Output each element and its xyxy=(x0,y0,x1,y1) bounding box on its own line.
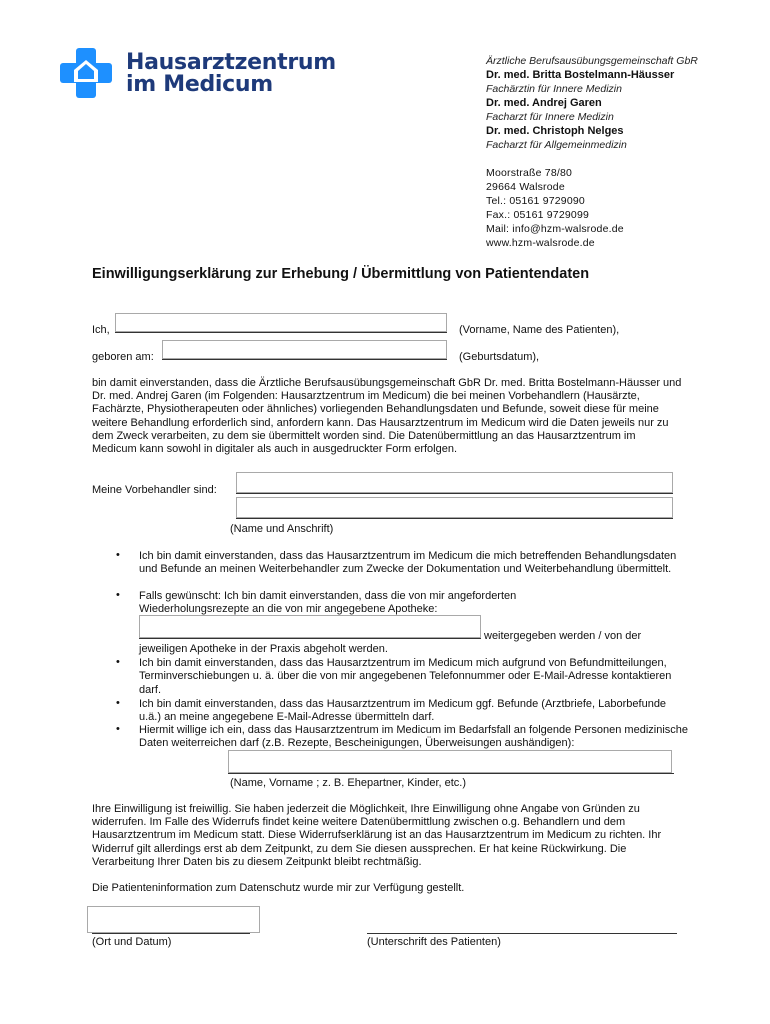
bullet-dot: • xyxy=(116,697,120,709)
authorized-persons-hint: (Name, Vorname ; z. B. Ehepartner, Kinder, etc.) xyxy=(230,777,467,789)
doctor-name: Dr. med. Andrej Garen xyxy=(486,97,602,109)
doctor-name: Dr. med. Christoph Nelges xyxy=(486,125,624,137)
bullet-dot: • xyxy=(116,589,120,601)
prior-doctors-hint: (Name und Anschrift) xyxy=(230,523,334,535)
birthdate-underline xyxy=(162,359,447,360)
prior-doctors-label: Meine Vorbehandler sind: xyxy=(92,484,217,496)
authorized-persons-underline xyxy=(228,773,674,774)
signature-line xyxy=(367,933,677,934)
prior-doctors-underline-2 xyxy=(236,518,673,519)
bullet-dot: • xyxy=(116,723,120,735)
address-web: www.hzm-walsrode.de xyxy=(486,237,595,249)
place-date-label: (Ort und Datum) xyxy=(92,936,172,948)
bullet-text: Ich bin damit einverstanden, dass das Hausarztzentrum im Medicum mich aufgrund von Befundmitteilungen, Terminverschiebungen u. ä. über die von mir angegebenen Telefonnummer oder E-Mail-Adresse kontaktieren darf. xyxy=(139,657,672,696)
bullet-dot: • xyxy=(116,549,120,561)
bullet-text: weitergegeben werden / von der xyxy=(484,630,642,642)
bullet-text: Ich bin damit einverstanden, dass das Hausarztzentrum im Medicum die mich betreffenden Behandlungsdaten und Befunde an meinen Weiterbehandler zum Zwecke der Dokumentation und Weiterbehandlung übermittelt. xyxy=(139,550,677,576)
bullet-dot: • xyxy=(116,656,120,668)
doctor-title: Facharzt für Allgemeinmedizin xyxy=(486,139,627,151)
address-street: Moorstraße 78/80 xyxy=(486,167,573,179)
logo-cross-icon xyxy=(60,48,116,103)
bullet-text: Hiermit willige ich ein, dass das Hausarztzentrum im Medicum im Bedarfsfall an folgende Personen medizinische Daten weiterreichen darf (z.B. Rezepte, Bescheinigungen, Überweisungen aushändigen): xyxy=(139,724,689,750)
name-label: Ich, xyxy=(92,324,110,336)
doctor-title: Facharzt für Innere Medizin xyxy=(486,111,614,123)
privacy-info-statement: Die Patienteninformation zum Datenschutz wurde mir zur Verfügung gestellt. xyxy=(92,882,465,894)
consent-paragraph: bin damit einverstanden, dass die Ärztliche Berufsausübungsgemeinschaft GbR Dr. med. Britta Bostelmann-Häusser und Dr. med. Andrej Garen (im Folgenden: Hausarztzentrum im Medicum) die bei meinen Vorbehandlern (Hausärzte, Fachärzte, Physiotherapeuten oder ähnliches) vorliegenden Behandlungsdaten und Befunde, soweit diese für meine weitere Behandlung erforderlich sind, anfordern kann. Das Hausarztzentrum im Medicum wird die Daten jeweils nur zu dem Zweck verarbeiten, zu dem sie übermittelt worden sind. Die Datenübermittlung an das Hausarztzentrum im Medicum kann sowohl in digitaler als auch in ausgedruckter Form erfolgen. xyxy=(92,377,682,456)
address-mail: Mail: info@hzm-walsrode.de xyxy=(486,223,624,235)
name-hint: (Vorname, Name des Patienten), xyxy=(459,324,620,336)
address-city: 29664 Walsrode xyxy=(486,181,565,193)
address-fax: Fax.: 05161 9729099 xyxy=(486,209,590,221)
signature-label: (Unterschrift des Patienten) xyxy=(367,936,501,948)
bullet-text: jeweiligen Apotheke in der Praxis abgeholt werden. xyxy=(139,643,388,655)
document-title: Einwilligungserklärung zur Erhebung / Übermittlung von Patientendaten xyxy=(92,266,590,282)
doctor-name: Dr. med. Britta Bostelmann-Häusser xyxy=(486,69,675,81)
patient-name-input[interactable] xyxy=(115,313,447,332)
revocation-paragraph: Ihre Einwilligung ist freiwillig. Sie haben jederzeit die Möglichkeit, Ihre Einwilligung ohne Angabe von Gründen zu widerrufen. Im Falle des Widerrufs findet keine weitere Datenübermittlung zwischen o.g. Behandlern und dem Hausarztzentrum im Medicum statt. Diese Widerrufserklärung ist an das Hausarztzentrum im Medicum zu richten. Ihr Widerruf gilt allerdings erst ab dem Zeitpunkt, zu dem Sie diesen aussprechen. Er hat keine Rückwirkung. Die Verarbeitung Ihrer Daten bis zu diesem Zeitpunkt bleibt rechtmäßig. xyxy=(92,803,662,868)
address-tel: Tel.: 05161 9729090 xyxy=(486,195,585,207)
bullet-text: Falls gewünscht: Ich bin damit einverstanden, dass die von mir angeforderten xyxy=(139,590,517,602)
pharmacy-input[interactable] xyxy=(139,615,481,638)
practice-name: Ärztliche Berufsausübungsgemeinschaft GbR xyxy=(486,55,698,67)
birth-label: geboren am: xyxy=(92,351,154,363)
bullet-text: Wiederholungsrezepte an die von mir angegebene Apotheke: xyxy=(139,603,438,615)
doctor-title: Fachärztin für Innere Medizin xyxy=(486,83,622,95)
bullet-text: Ich bin damit einverstanden, dass das Hausarztzentrum im Medicum ggf. Befunde (Arztbriefe, Laborbefunde u.ä.) an meine angegebene E-Mail-Adresse übermitteln darf. xyxy=(139,698,667,724)
patient-name-underline xyxy=(115,332,447,333)
prior-doctors-underline-1 xyxy=(236,493,673,494)
place-date-underline xyxy=(92,933,250,934)
prior-doctors-input-1[interactable] xyxy=(236,472,673,493)
brand-line-2: im Medicum xyxy=(126,72,273,97)
place-date-input[interactable] xyxy=(87,906,260,933)
birth-hint: (Geburtsdatum), xyxy=(459,351,540,363)
pharmacy-underline xyxy=(139,638,481,639)
authorized-persons-input[interactable] xyxy=(228,750,672,773)
birthdate-input[interactable] xyxy=(162,340,447,359)
prior-doctors-input-2[interactable] xyxy=(236,497,673,518)
brand-line-1: Hausarztzentrum xyxy=(126,50,336,75)
